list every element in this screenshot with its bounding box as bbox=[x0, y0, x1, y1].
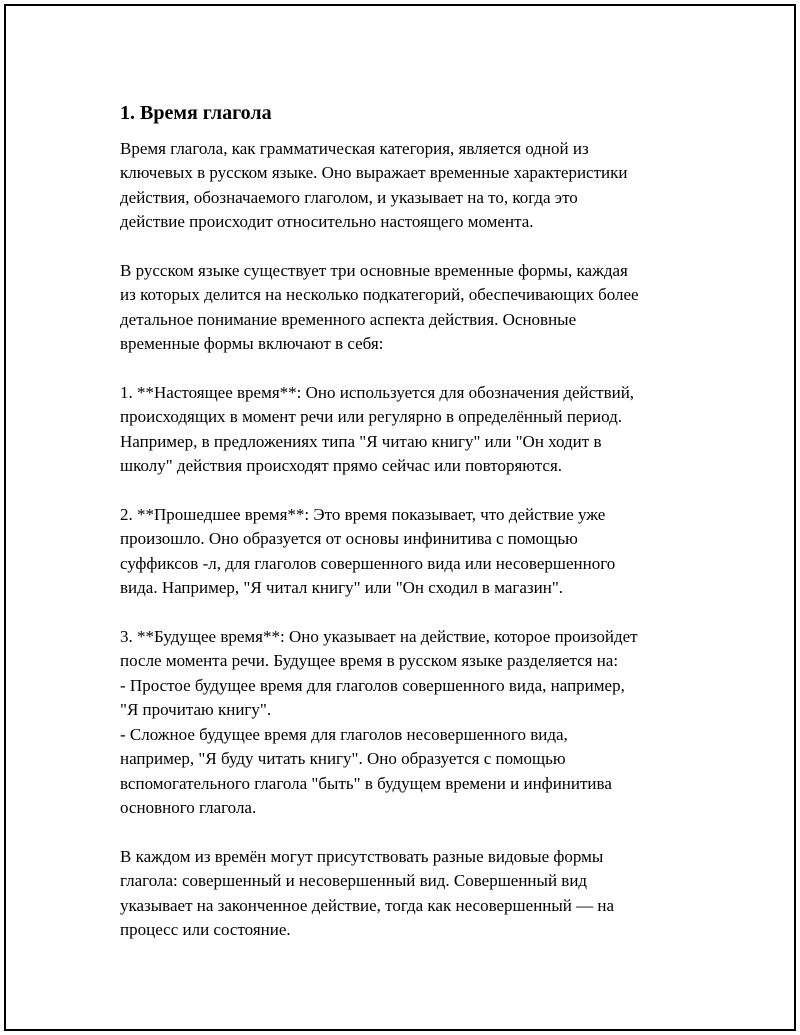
paragraph-future-tense: 3. **Будущее время**: Оно указывает на действие, которое произойдет после момента речи. Будущее время в русском языке разделяется на: - Простое будущее время для глаголов совершенного вида, например, "Я прочитаю книгу". - Сложное будущее время для глаголов несовершенного вида, например, "Я буду читать книгу". Оно образуется с помощью вспомогательного глагола "быть" в будущем времени и инфинитива основного глагола. bbox=[120, 627, 638, 817]
paragraph-overview: В русском языке существует три основные временные формы, каждая из которых делится на несколько подкатегорий, обеспечивающих более детальное понимание временного аспекта действия. Основные временные формы включают в себя: bbox=[120, 261, 639, 354]
paragraph-past-tense: 2. **Прошедшее время**: Это время показывает, что действие уже произошло. Оно образуется от основы инфинитива с помощью суффиксов -л, для глаголов совершенного вида или несовершенного вида. Например, "Я читал книгу" или "Он сходил в магазин". bbox=[120, 505, 616, 598]
paragraph-aspect: В каждом из времён могут присутствовать разные видовые формы глагола: совершенный и несовершенный вид. Совершенный вид указывает на законченное действие, тогда как несовершенный — на процесс или состояние. bbox=[120, 846, 615, 939]
document-body bbox=[120, 99, 720, 967]
paragraph-intro: Время глагола, как грамматическая категория, является одной из ключевых в русском языке. Оно выражает временные характеристики действия, обозначаемого глаголом, и указывает на то, когда это действие происходит относительно настоящего момента. bbox=[120, 139, 628, 232]
section-heading: 1. Время глагола bbox=[120, 102, 272, 124]
paragraph-present-tense: 1. **Настоящее время**: Оно используется для обозначения действий, происходящих в момент речи или регулярно в определённый период. Например, в предложениях типа "Я читаю книгу" или "Он ходит в школу" действия происходят прямо сейчас или повторяются. bbox=[120, 383, 635, 476]
page-frame bbox=[4, 4, 796, 1031]
